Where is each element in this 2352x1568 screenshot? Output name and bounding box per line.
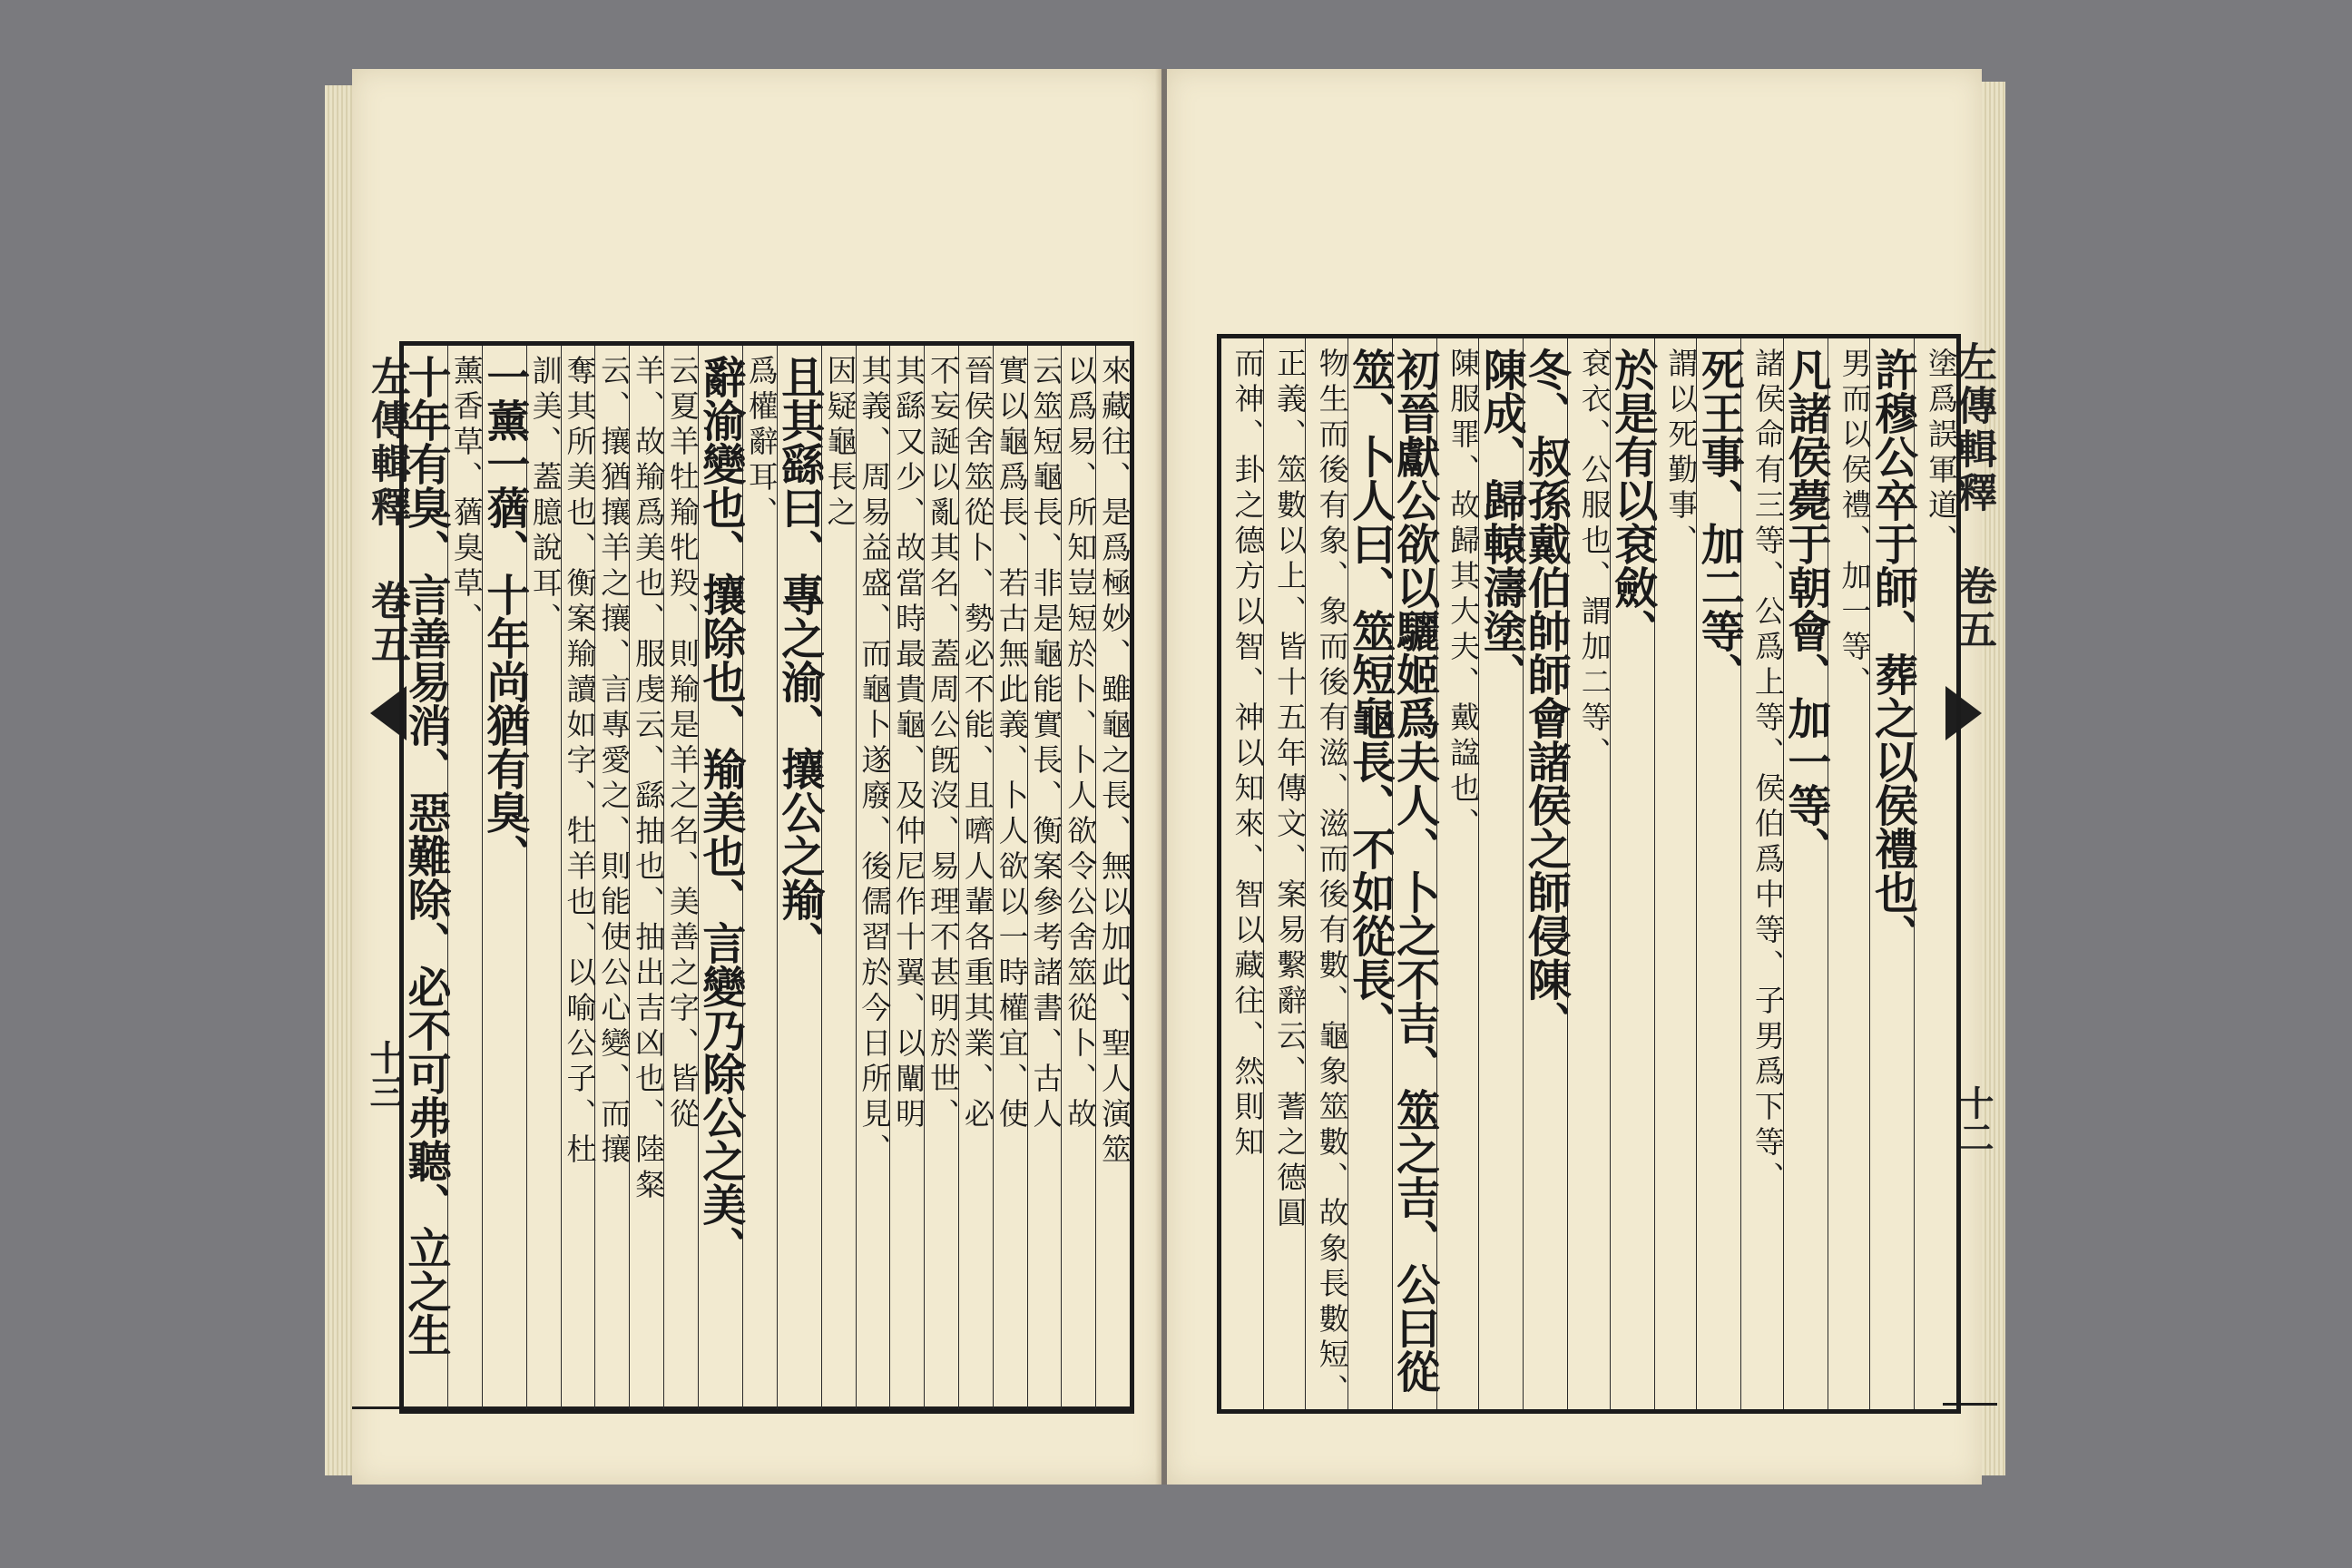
right-page-column-16: 正義、筮數以上、皆十五年傳文、案易繫辭云、蓍之德圓	[1263, 338, 1306, 1409]
left-page	[352, 69, 1161, 1485]
right-page-column-3: 男而以侯禮、加一等、	[1828, 338, 1870, 1409]
left-page-column-11: 爲權辭耳、	[742, 346, 777, 1409]
left-page-column-6: 不妄誕以亂其名、蓋周公旣沒、易理不甚明於世、	[924, 346, 958, 1409]
left-page-column-20: 十年有臭、言善易消、惡難除、必不可弗聽、立之生	[400, 355, 451, 1357]
left-page-column-1: 來藏往、是爲極妙、雖龜之長、無以加此、聖人演筮	[1095, 346, 1130, 1409]
left-page-column-5: 晉侯舍筮從卜、勢必不能、且嚌人輩各重其業、必	[958, 346, 993, 1409]
left-page-column-19: 薰香草、蕕臭草、	[447, 346, 482, 1409]
left-page-column-10: 且其繇曰、專之渝、攘公之羭、	[777, 346, 821, 1409]
left-page-column-7: 其繇又少、故當時最貴龜、及仲尼作十翼、以闡明	[889, 346, 924, 1409]
right-page-column-8: 於是有以袞斂、	[1610, 338, 1654, 1409]
right-page-column-4: 凡諸侯薨于朝會、加一等、	[1783, 338, 1828, 1409]
left-page-number: 十三	[364, 1040, 405, 1109]
right-page-column-10: 冬、叔孫戴伯帥師會諸侯之師侵陳、	[1523, 338, 1567, 1409]
left-page-column-3: 云筮短龜長、非是龜能實長、衡案參考諸書、古人	[1027, 346, 1062, 1409]
left-text-frame	[399, 341, 1134, 1414]
left-page-column-17: 訓美、蓋臆說耳、	[526, 346, 561, 1409]
left-page-column-18: 一薰一蕕、十年尚猶有臭、	[482, 346, 526, 1409]
right-page-number: 十二	[1954, 1085, 1994, 1154]
right-page-column-6: 死王事、加二等、	[1696, 338, 1740, 1409]
left-page-column-16: 奪其所美也、衡案羭讀如字、牡羊也、以喻公子、杜	[561, 346, 595, 1409]
right-text-frame	[1217, 334, 1961, 1414]
left-page-column-15: 云、攘猶攘羊之攘、言專愛之、則能使公心變、而攘	[594, 346, 629, 1409]
right-page-column-11: 陳成、歸轅濤塗、	[1478, 338, 1523, 1409]
left-page-column-14: 羊、故羭爲美也、服虔云、繇抽也、抽出吉凶也、陸粲	[629, 346, 663, 1409]
left-page-column-9: 因疑龜長之	[821, 346, 856, 1409]
right-page-column-2: 許穆公卒于師、葬之以侯禮也、	[1869, 338, 1914, 1409]
right-page-column-15: 物生而後有象、象而後有滋、滋而後有數、龜象筮數、故象長數短、	[1305, 338, 1348, 1409]
right-page-column-17: 而神、卦之德方以智、神以知來、智以藏往、然則知	[1230, 348, 1266, 1161]
left-page-column-12: 辭渝變也、攘除也、羭美也、言變乃除公之美、	[698, 346, 742, 1409]
left-page-column-13: 云夏羊牡羭牝羖、則羭是羊之名、美善之字、皆從	[663, 346, 698, 1409]
right-page-column-14: 筮、卜人曰、筮短龜長、不如從長、	[1348, 338, 1392, 1409]
right-page	[1167, 69, 1996, 1485]
left-page-column-2: 以爲易、所知豈短於卜、卜人欲令公舍筮從卜、故	[1061, 346, 1095, 1409]
right-margin-title: 左傳輯釋 卷五	[1950, 341, 1996, 652]
left-margin-title: 左傳輯釋 卷五	[364, 356, 410, 667]
open-book	[325, 69, 2005, 1503]
right-page-column-5: 諸侯命有三等、公爲上等、侯伯爲中等、子男爲下等、	[1740, 338, 1783, 1409]
left-page-column-4: 實以龜爲長、若古無此義、卜人欲以一時權宜、使	[993, 346, 1027, 1409]
right-page-column-7: 謂以死勤事、	[1654, 338, 1697, 1409]
right-page-column-9: 袞衣、公服也、謂加二等、	[1567, 338, 1610, 1409]
right-page-column-12: 陳服罪、故歸其大夫、戴諡也、	[1436, 338, 1479, 1409]
right-page-column-13: 初晉獻公欲以驪姬爲夫人、卜之不吉、筮之吉、公曰從	[1392, 338, 1436, 1409]
right-page-column-1: 塗爲誤軍道、	[1914, 338, 1956, 1409]
left-page-column-8: 其義、周易益盛、而龜卜遂廢、後儒習於今日所見、	[856, 346, 890, 1409]
